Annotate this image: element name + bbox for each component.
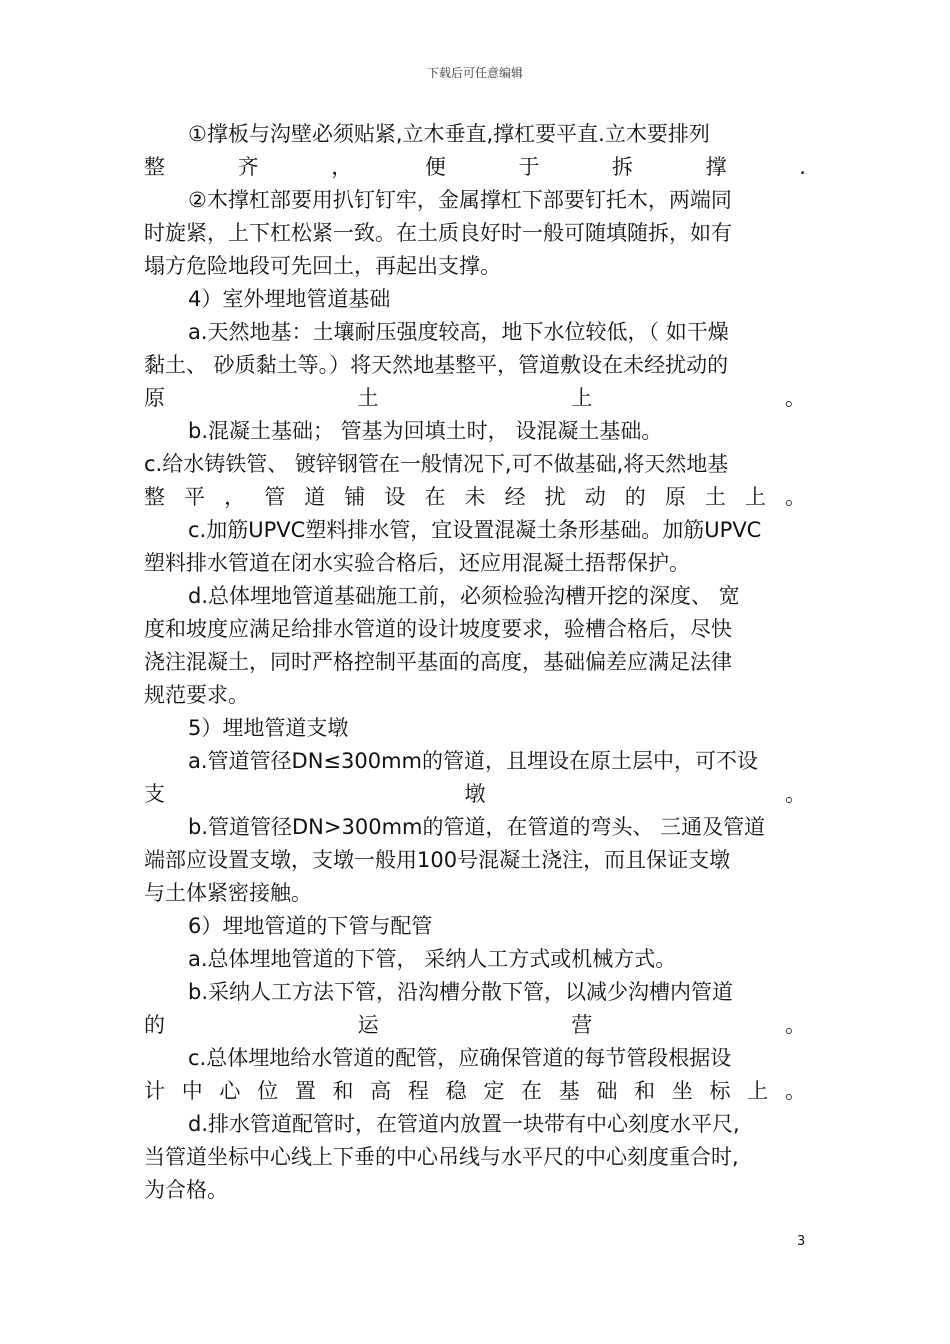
text-char: ， — [331, 155, 353, 179]
text-line: 度和坡度应满足给排水管道的设计坡度要求，验槽合格后，尽快 — [144, 617, 732, 641]
text-char: 原 — [144, 386, 165, 410]
text-line: 5）埋地管道支墩 — [188, 716, 349, 740]
text-char: 高 — [370, 1079, 392, 1103]
text-char: 础 — [596, 1079, 618, 1103]
text-line: 为合格。 — [144, 1178, 228, 1202]
text-char: 管 — [264, 485, 286, 509]
text-char: 中 — [181, 1079, 203, 1103]
text-line: c.给水铸铁管、 镀锌钢管在一般情况下,可不做基础,将天然地基 — [144, 452, 729, 476]
text-line — [144, 151, 806, 184]
text-char: 上 — [744, 485, 766, 509]
text-char: 。 — [785, 782, 806, 806]
text-char: 整 — [144, 485, 165, 509]
text-line — [144, 1009, 806, 1042]
text-char: 设 — [384, 485, 406, 509]
page-header: 下载后可任意编辑 — [426, 66, 523, 80]
text-char: 上 — [747, 1079, 769, 1103]
text-line: 6）埋地管道的下管与配管 — [188, 914, 433, 938]
text-char: 拆 — [612, 155, 634, 179]
text-char: 基 — [558, 1079, 580, 1103]
text-char: 在 — [424, 485, 446, 509]
text-char: 和 — [634, 1079, 656, 1103]
text-line: c.加筋UPVC塑料排水管，宜设置混凝土条形基础。加筋UPVC — [188, 518, 762, 542]
text-line: a.天然地基：土壤耐压强度较高，地下水位较低，（ 如干燥 — [188, 320, 729, 344]
text-line: 规范要求。 — [144, 683, 249, 707]
text-char: 位 — [257, 1079, 279, 1103]
text-char: 扰 — [544, 485, 566, 509]
text-line — [144, 481, 806, 514]
text-char: 标 — [709, 1079, 731, 1103]
document-body — [144, 118, 806, 1207]
text-char: 平 — [184, 485, 206, 509]
text-line: b.采纳人工方法下管，沿沟槽分散下管，以减少沟槽内管道 — [188, 980, 734, 1004]
text-line — [144, 778, 806, 811]
text-char: 。 — [784, 1013, 806, 1037]
text-char: 原 — [664, 485, 686, 509]
text-line: ①撑板与沟壁必须贴紧,立木垂直,撑杠要平直.立木要排列 — [188, 122, 710, 146]
text-char: 上 — [571, 386, 593, 410]
text-line: 时旋紧，上下杠松紧一致。在土质良好时一般可随填随拆，如有 — [144, 221, 732, 245]
text-char: 墩 — [464, 782, 486, 806]
text-char: 程 — [407, 1079, 429, 1103]
text-char: 定 — [483, 1079, 505, 1103]
text-line: 塌方危险地段可先回土，再起出支撑。 — [144, 254, 501, 278]
text-char: 心 — [219, 1079, 241, 1103]
text-char: 支 — [144, 782, 165, 806]
text-char: 坐 — [671, 1079, 693, 1103]
text-char: 置 — [294, 1079, 316, 1103]
text-line: ②木撑杠部要用扒钉钉牢，金属撑杠下部要钉托木，两端同 — [188, 188, 732, 212]
text-line: 4）室外埋地管道基础 — [188, 287, 391, 311]
text-line: 与土体紧密接触。 — [144, 881, 312, 905]
text-char: 便 — [424, 155, 446, 179]
text-line: 塑料排水管道在闭水实验合格后，还应用混凝土捂帮保护。 — [144, 551, 690, 575]
text-line — [144, 1075, 806, 1108]
text-char: 于 — [518, 155, 540, 179]
text-char: 计 — [144, 1079, 165, 1103]
text-char: 稳 — [445, 1079, 467, 1103]
text-line: b.混凝土基础； 管基为回填土时， 设混凝土基础。 — [188, 419, 663, 443]
text-char: 运 — [357, 1013, 379, 1037]
text-char: 土 — [704, 485, 726, 509]
page-number: 3 — [797, 1234, 806, 1249]
text-char: 道 — [304, 485, 326, 509]
text-line: b.管道管径DN>300mm的管道，在管道的弯头、 三通及管道 — [188, 815, 766, 839]
text-char: 整 — [144, 155, 165, 179]
text-line: a.总体埋地管道的下管， 采纳人工方式或机械方式。 — [188, 947, 677, 971]
text-char: 在 — [521, 1079, 543, 1103]
text-char: 的 — [144, 1013, 165, 1037]
text-char: 。 — [785, 485, 806, 509]
text-char: 的 — [624, 485, 646, 509]
text-char: ， — [224, 485, 246, 509]
text-char: 。 — [784, 386, 806, 410]
text-char: 和 — [332, 1079, 354, 1103]
text-line: c.总体埋地给水管道的配管，应确保管道的每节管段根据设 — [188, 1046, 732, 1070]
text-char: 营 — [571, 1013, 593, 1037]
text-line: d.总体埋地管道基础施工前，必须检验沟槽开挖的深度、 宽 — [188, 584, 740, 608]
text-char: 土 — [357, 386, 379, 410]
text-char: 未 — [464, 485, 486, 509]
text-line: 当管道坐标中心线上下垂的中心吊线与水平尺的中心刻度重合时, — [144, 1145, 739, 1169]
text-line: 浇注混凝土，同时严格控制平基面的高度，基础偏差应满足法律 — [144, 650, 732, 674]
text-char: 。 — [784, 1079, 806, 1103]
text-line: a.管道管径DN≤300mm的管道，且埋设在原土层中，可不设 — [188, 749, 759, 773]
text-line: 端部应设置支墩，支墩一般用100号混凝土浇注，而且保证支墩 — [144, 848, 731, 872]
text-char: 经 — [504, 485, 526, 509]
text-char: 动 — [584, 485, 606, 509]
text-line — [144, 382, 806, 415]
text-line: 黏土、 砂质黏土等。）将天然地基整平，管道敷设在未经扰动的 — [144, 353, 729, 377]
text-char: 铺 — [344, 485, 366, 509]
text-line: d.排水管道配管时，在管道内放置一块带有中心刻度水平尺, — [188, 1112, 740, 1136]
text-char: 齐 — [237, 155, 259, 179]
text-char: . — [799, 155, 806, 179]
text-char: 撑 — [705, 155, 727, 179]
